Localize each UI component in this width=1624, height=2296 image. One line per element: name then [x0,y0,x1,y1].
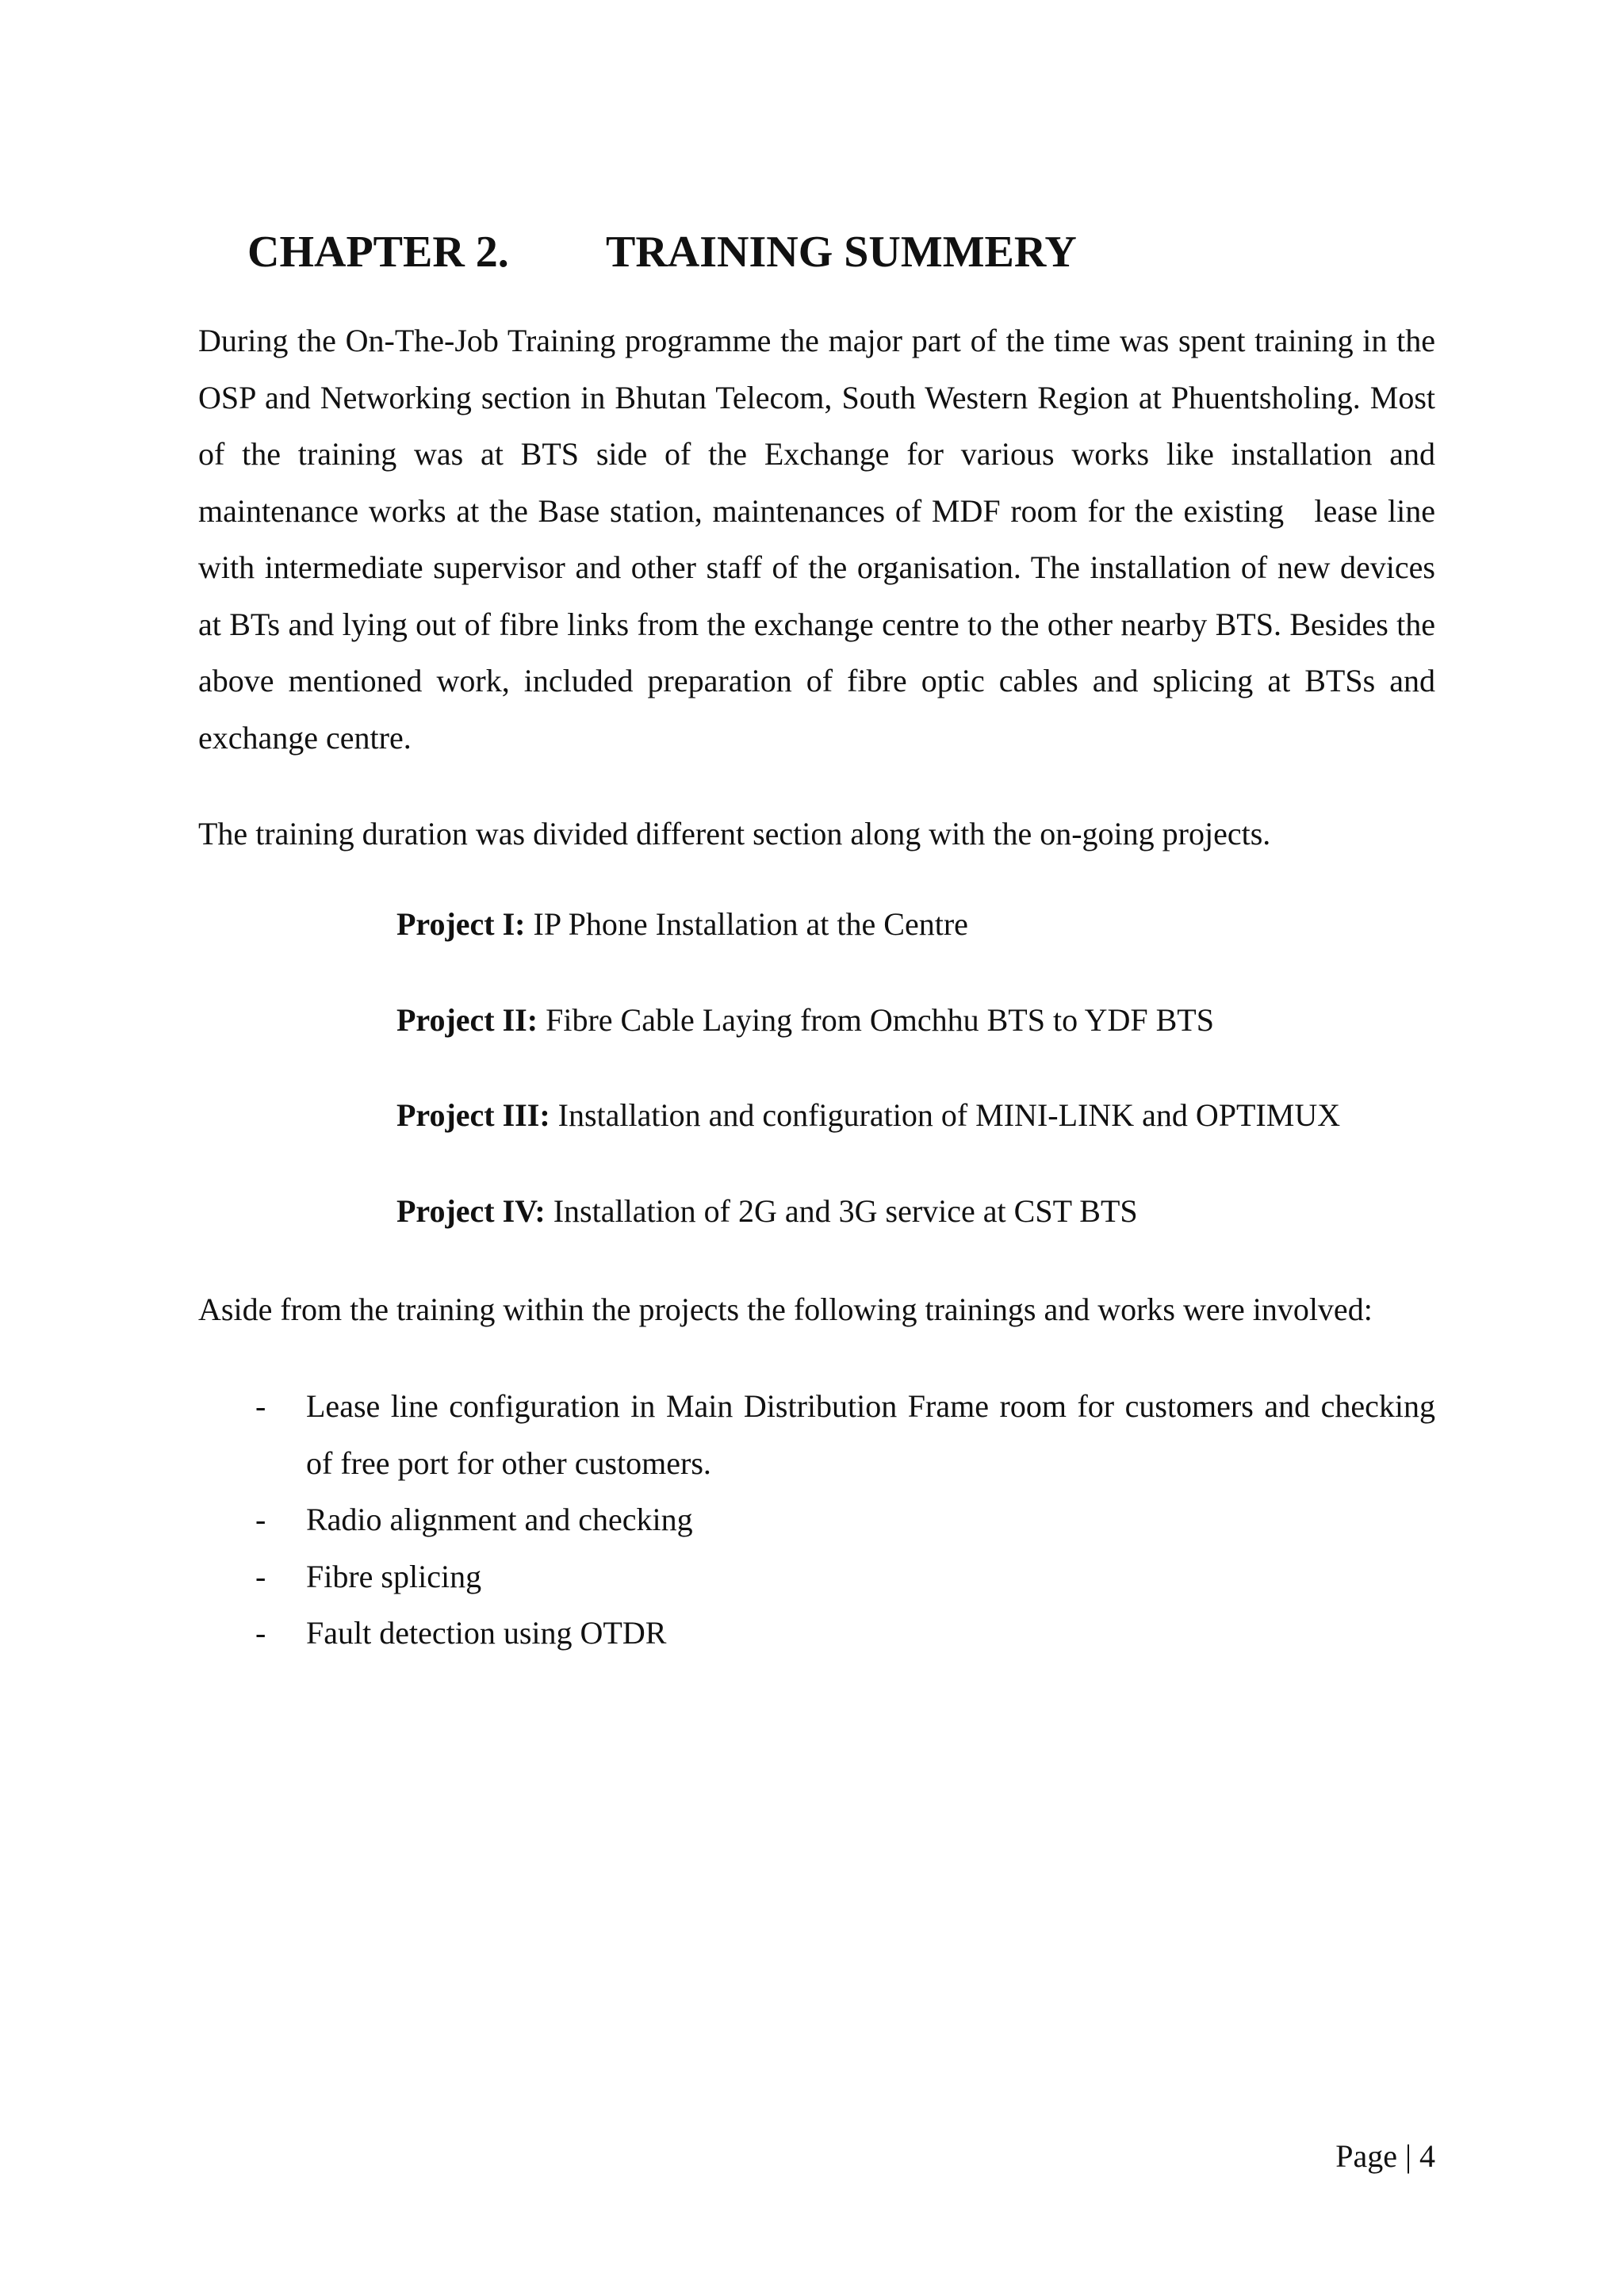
project-label: Project I: [396,906,526,942]
project-text: Fibre Cable Laying from Omchhu BTS to YDF BTS [546,1001,1214,1038]
project-text: IP Phone Installation at the Centre [533,906,968,942]
bullet-marker: - [255,1388,266,1424]
project-label: Project III: [396,1097,550,1133]
project-label: Project II: [396,1001,538,1038]
list-item-text: Lease line configuration in Main Distribution Frame room for customers and checking of free port for other customers. [306,1388,1435,1481]
project-text: Installation of 2G and 3G service at CST BTS [553,1192,1138,1229]
list-item-text: Radio alignment and checking [306,1502,693,1537]
list-item [198,1548,1435,1605]
activity-list [198,1378,1435,1662]
bullet-marker: - [255,1558,266,1594]
chapter-title: TRAINING SUMMERY [606,228,1077,277]
chapter-number: CHAPTER 2. [247,228,509,277]
list-item [198,1378,1435,1491]
project-item [396,997,1427,1044]
project-item [396,1092,1427,1139]
bullet-marker: - [255,1615,266,1651]
list-item [198,1605,1435,1662]
project-label: Project IV: [396,1192,546,1229]
project-item [396,1188,1427,1235]
chapter-heading [247,224,1077,281]
project-text: Installation and configuration of MINI-LINK and OPTIMUX [557,1097,1341,1133]
page-number: Page | 4 [1335,2138,1435,2174]
project-item [396,901,1427,948]
list-item [198,1491,1435,1548]
aside-paragraph: Aside from the training within the projects the following trainings and works were involved: [198,1292,1373,1327]
intro-paragraph: During the On-The-Job Training programme the major part of the time was spent training in the OSP and Networking section in Bhutan Telecom, South Western Region at Phuentsholing. Most of the training was at BTS side of the Exchange for various works like installation and maintenance works at the Base station, maintenances of MDF room for the existing lease line with intermediate supervisor and other staff of the organisation. The installation of new devices at BTs and lying out of fibre links from the exchange centre to the other nearby BTS. Besides the above mentioned work, included preparation of fibre optic cables and splicing at BTSs and exchange centre. [198,323,1443,756]
list-item-text: Fibre splicing [306,1558,482,1594]
list-item-text: Fault detection using OTDR [306,1615,667,1651]
project-list [396,901,1427,1283]
bullet-marker: - [255,1502,266,1537]
duration-paragraph: The training duration was divided different section along with the on-going projects. [198,816,1271,851]
